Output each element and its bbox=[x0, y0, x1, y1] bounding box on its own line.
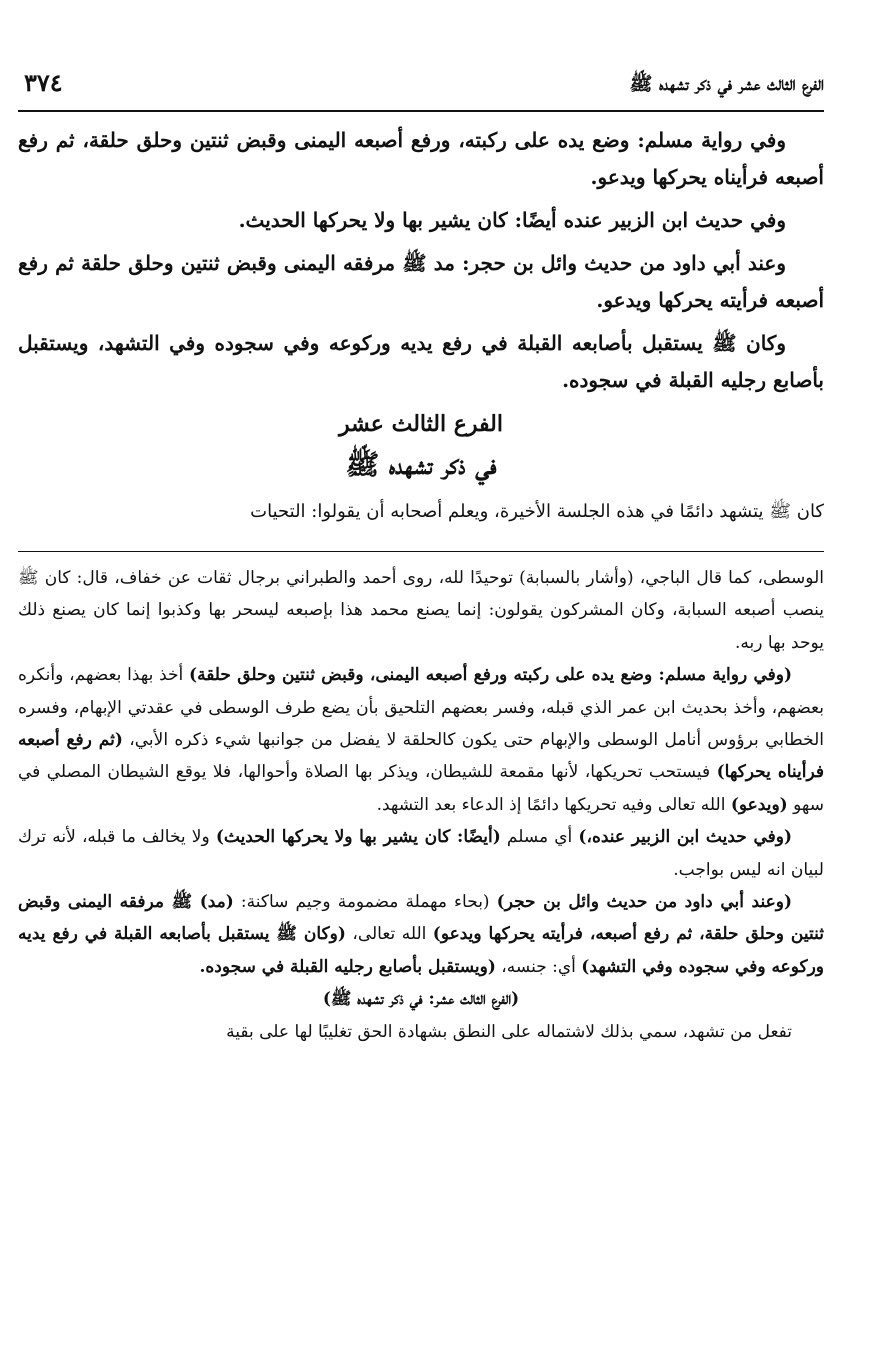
chapter-heading-line1: الفرع الثالث عشر bbox=[339, 411, 503, 437]
commentary-paragraph: تفعل من تشهد، سمي بذلك لاشتماله على النطق بشهادة الحق تغليبًا لها على بقية bbox=[226, 1021, 792, 1042]
main-paragraph: وعند أبي داود من حديث وائل بن حجر: مد ﷺ مرفقه اليمنى وقبض ثنتين وحلق حلقة ثم رفع أصبعه فرأيته يحركها ويدعو. bbox=[18, 251, 824, 312]
commentary-paragraph bbox=[18, 659, 824, 821]
quoted-text: (ويستقبل بأصابع رجليه القبلة في سجوده. bbox=[199, 956, 496, 977]
commentary-text: أي مسلم bbox=[500, 827, 579, 848]
quoted-text: (وفي رواية مسلم: وضع يده على ركبته ورفع أصبعه اليمنى، وقبض ثنتين وحلق حلقة) bbox=[189, 665, 793, 686]
chapter-heading bbox=[18, 405, 824, 487]
quoted-text: (مد) ﷺ مرفقه اليمنى وقبض ثنتين وحلق حلقة، ثم رفع أصبعه، فرأيته يحركها ويدعو) bbox=[18, 892, 824, 945]
quoted-text: (ثم رفع أصبعه فرأيناه يحركها) bbox=[18, 730, 824, 783]
commentary bbox=[18, 552, 824, 1048]
commentary-text: (بحاء مهملة مضمومة وجيم ساكنة: bbox=[233, 892, 497, 913]
commentary-text: أخذ بهذا بعضهم، وأنكره بعضهم، وأخذ بحديث ابن عمر الذي قبله، وفسر بعضهم التلحيق بأن يضع طرف الوسطى في عقدتي الإبهام، وفسره الخطابي برؤوس أنامل الوسطى والإبهام حتى يكون كالحلقة لا يفضل من جوانبها شيء ذكره الأبي، bbox=[18, 665, 824, 751]
commentary-text: ولا يخالف ما قبله، لأنه ترك لبيان انه ليس بواجب. bbox=[18, 827, 824, 880]
chapter-intro-line: كان ﷺ يتشهد دائمًا في هذه الجلسة الأخيرة، ويعلم أصحابه أن يقولوا: التحيات bbox=[250, 501, 824, 522]
commentary-paragraph: الوسطى، كما قال الباجي، (وأشار بالسبابة) توحيدًا لله، روى أحمد والطبراني برجال ثقات عن خفاف، قال: كان ﷺ ينصب أصبعه السبابة، وكان المشركون يقولون: إنما يصنع محمد هذا بإصبعه ليسحر بها وكذبوا إنما كان يصنع ذلك يوحد بها ربه. bbox=[18, 568, 824, 653]
commentary-paragraph bbox=[18, 821, 824, 886]
commentary-text: الله تعالى وفيه تحريكها دائمًا إذ الدعاء بعد التشهد. bbox=[376, 794, 731, 815]
main-text bbox=[18, 112, 824, 399]
commentary-text: فيستحب تحريكها، لأنها مقمعة للشيطان، ويذكر بها الصلاة وأحوالها، فلا يوقع الشيطان المصلي في سهو bbox=[18, 762, 824, 815]
commentary-text: الله تعالى، bbox=[345, 924, 433, 945]
main-paragraph: وفي حديث ابن الزبير عنده أيضًا: كان يشير بها ولا يحركها الحديث. bbox=[238, 208, 786, 232]
quoted-text: (وفي حديث ابن الزبير عنده،) bbox=[578, 827, 792, 848]
quoted-text: (أيضًا: كان يشير بها ولا يحركها الحديث) bbox=[215, 827, 501, 848]
running-title: الفرع الثالث عشر في ذكر تشهده ﷺ bbox=[629, 73, 824, 95]
page-header bbox=[18, 60, 824, 112]
commentary-text: أي: جنسه، bbox=[495, 956, 582, 977]
quoted-text: (وعند أبي داود من حديث وائل بن حجر) bbox=[496, 892, 792, 913]
chapter-heading-line2: في ذكر تشهده ﷺ bbox=[345, 448, 497, 481]
quoted-text: (وكان ﷺ يستقبل بأصابعه القبلة في رفع يديه وركوعه وفي سجوده وفي التشهد) bbox=[18, 924, 824, 977]
page-number: ٣٧٤ bbox=[24, 68, 63, 97]
commentary-chapter-title: (الفرع الثالث عشر: في ذكر تشهده ﷺ) bbox=[322, 989, 520, 1010]
quoted-text: (ويدعو) bbox=[730, 794, 788, 815]
main-paragraph: وفي رواية مسلم: وضع يده على ركبته، ورفع أصبعه اليمنى وقبض ثنتين وحلق حلقة، ثم رفع أصبعه فرأيناه يحركها ويدعو. bbox=[18, 128, 824, 189]
commentary-paragraph bbox=[18, 886, 824, 983]
main-paragraph: وكان ﷺ يستقبل بأصابعه القبلة في رفع يديه وركوعه وفي سجوده وفي التشهد، ويستقبل بأصابع رجليه القبلة في سجوده. bbox=[18, 331, 824, 392]
book-page bbox=[18, 60, 824, 1048]
